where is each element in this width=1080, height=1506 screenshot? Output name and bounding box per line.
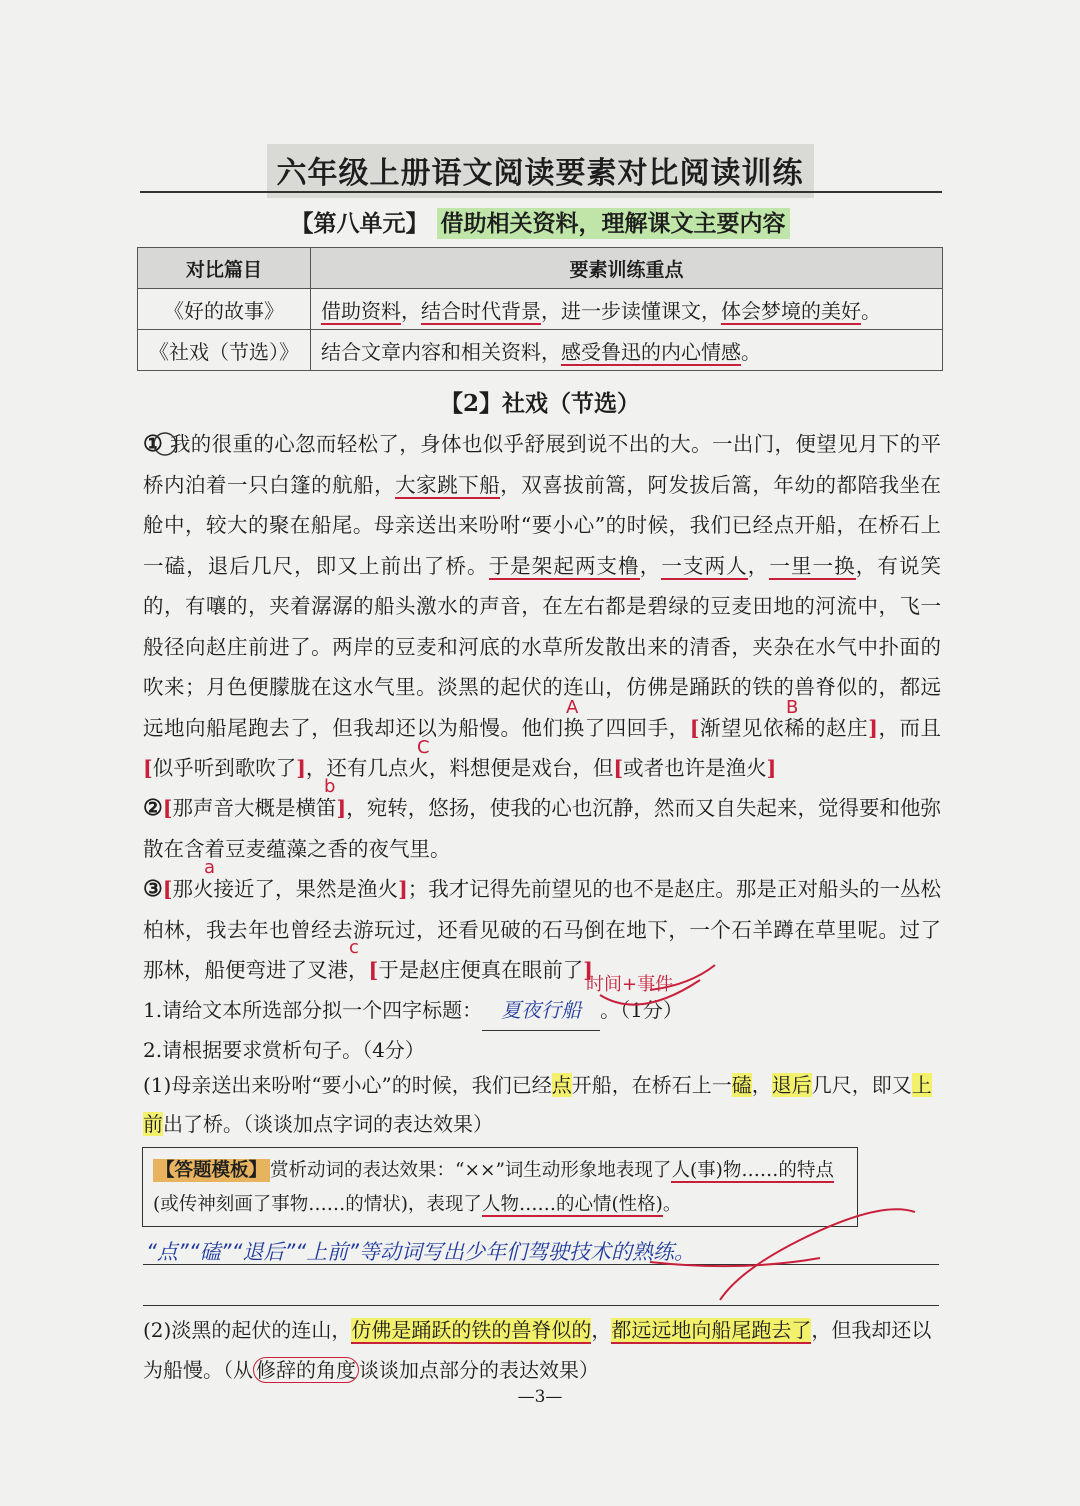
underline-mark <box>650 1258 820 1266</box>
template-tag: 【答题模板】 <box>153 1159 270 1182</box>
paragraph-number: ② <box>143 795 163 821</box>
question-2-1: (1)母亲送出来吩咐“要小心”的时候，我们已经点开船，在桥石上一磕，退后几尺，即又上前出了桥。（谈谈加点字词的表达效果） <box>143 1073 932 1136</box>
handwritten-label-a: a <box>204 857 216 878</box>
handwritten-label-b: b <box>324 776 336 797</box>
handwritten-label-B: B <box>786 697 799 718</box>
page-number: —3— <box>517 1387 563 1407</box>
handwritten-label-A: A <box>566 697 579 718</box>
check-mark <box>720 1209 915 1300</box>
handwritten-label-c: c <box>349 937 359 958</box>
answer-template-box: 【答题模板】 赏析动词的表达效果：“××”词生动形象地表现了人(事)物……的特点 (或传神刻画了事物……的情状)，表现了人物……的心情(性格)。 <box>142 1147 858 1227</box>
answer-1: 夏夜行船 <box>482 990 600 1031</box>
unit-theme: 借助相关资料，理解课文主要内容 <box>437 208 790 239</box>
handwritten-label-C: C <box>417 737 430 758</box>
question-1: 1.请给文本所选部分拟一个四字标题： 夏夜行船 。（1分） <box>143 990 943 1031</box>
question-2: 2.请根据要求赏析句子。（4分） <box>143 1038 425 1062</box>
table-header: 要素训练重点 <box>311 248 943 289</box>
unit-label: 【第八单元】 <box>290 210 429 237</box>
table-header: 对比篇目 <box>138 248 311 289</box>
circled-phrase: 修辞的角度 <box>253 1357 359 1383</box>
table-cell-focus: 借助资料，结合时代背景，进一步读懂课文，体会梦境的美好。 <box>311 289 943 330</box>
check-mark <box>600 980 700 1005</box>
table-cell-focus: 结合文章内容和相关资料，感受鲁迅的内心情感。 <box>311 330 943 371</box>
circle-mark <box>154 433 176 455</box>
paragraph-number: ① <box>143 431 164 457</box>
table-cell-title: 《社戏（节选）》 <box>138 330 311 371</box>
passage-paragraph-3: ③[那火接近了，果然是渔火]；我才记得先前望见的也不是赵庄。那是正对船头的一丛松柏林，我去年也曾经去游玩过，还看见破的石马倒在地下，一个石羊蹲在草里呢。过了那林，船便弯进了叉港，[于是赵庄便真在眼前了] <box>143 876 942 982</box>
section-heading: 【2】社戏（节选） <box>439 390 640 417</box>
table-cell-title: 《好的故事》 <box>138 289 311 330</box>
check-mark <box>650 965 715 990</box>
paragraph-number: ③ <box>143 876 163 902</box>
page-title: 六年级上册语文阅读要素对比阅读训练 <box>0 144 1080 198</box>
answer-2-1: “点”“磕”“退后”“上前”等动词写出少年们驾驶技术的熟练。 <box>146 1240 696 1264</box>
passage-paragraph-2: ②[那声音大概是横笛]，宛转，悠扬，使我的心也沉静，然而又自失起来，觉得要和他弥散在含着豆麦蕴藻之香的夜气里。 <box>143 795 941 861</box>
question-2-2: (2)淡黑的起伏的连山，仿佛是踊跃的铁的兽脊似的，都远远地向船尾跑去了，但我却还以为船慢。（从 修辞的角度 谈谈加点部分的表达效果） <box>143 1318 932 1382</box>
handwritten-note: 时间+事件 <box>586 974 674 995</box>
passage-paragraph-1: ① 我的很重的心忽而轻松了，身体也似乎舒展到说不出的大。一出门，便望见月下的平桥内泊着一只白篷的航船，大家跳下船，双喜拔前篙，阿发拔后篙，年幼的都陪我坐在舱中，较大的聚在船尾。母亲送出来吩咐“要小心”的时候，我们已经点开船，在桥石上一磕，退后几尺，即又上前出了桥。于是架起两支橹，一支两人，一里一换，有说笑的，有嚷的，夹着潺潺的船头激水的声音，在左右都是碧绿的豆麦田地的河流中，飞一般径向赵庄前进了。两岸的豆麦和河底的水草所发散出来的清香，夹杂在水气中扑面的吹来；月色便朦胧在这水气里。淡黑的起伏的连山，仿佛是踊跃的铁的兽脊似的，都远远地向船尾跑去了，但我却还以为船慢。他们换了四回手，[渐望见依稀的赵庄]，而且[似乎听到歌吹了]，还有几点火，料想便是戏台，但[或者也许是渔火] <box>143 431 942 780</box>
